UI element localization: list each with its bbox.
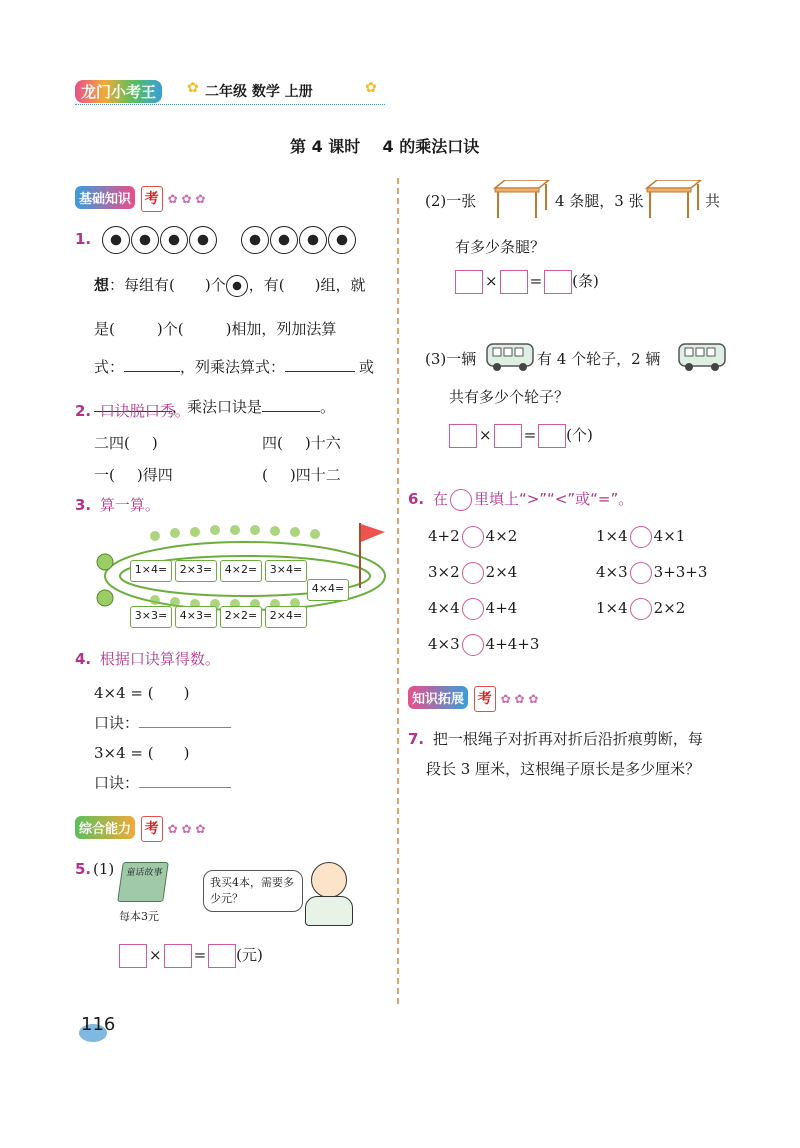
question-number: 5. (75, 860, 92, 878)
soccer-ball-icon (270, 226, 298, 254)
question-number: 2. (75, 402, 92, 420)
butterfly-icon: ✿ ✿ ✿ (167, 192, 206, 206)
compare-item: 4+2 4×2 (428, 526, 517, 548)
q1-text: 或 (359, 358, 375, 376)
calc-box: 4×4= (307, 579, 349, 601)
answer-box[interactable] (164, 944, 192, 968)
table-icon (491, 180, 551, 220)
answer-box[interactable] (449, 424, 477, 448)
compare-circle[interactable] (630, 526, 652, 548)
circle-icon (450, 489, 472, 511)
calc-box: 2×3= (175, 560, 217, 582)
q5-text: 有多少条腿？ (455, 238, 546, 256)
q1-text: ，列乘法算式： (180, 358, 286, 376)
question-7 (408, 724, 728, 784)
question-number: 4. (75, 650, 92, 668)
kao-icon: 考 (141, 186, 163, 212)
q1-text: )相加，列加法算 (225, 320, 337, 338)
question-number: 6. (408, 490, 425, 508)
boy-icon (311, 862, 347, 898)
butterfly-icon: ✿ ✿ ✿ (167, 822, 206, 836)
question-1 (75, 226, 390, 422)
answer-box[interactable] (208, 944, 236, 968)
answer-box[interactable] (119, 944, 147, 968)
calc-box: 3×4= (265, 560, 307, 582)
header (75, 78, 385, 105)
question-3 (75, 494, 390, 644)
equation: 4×4 = ( (94, 684, 154, 702)
compare-circle[interactable] (462, 526, 484, 548)
butterfly-icon: ✿ (187, 80, 199, 96)
answer-box[interactable] (544, 270, 572, 294)
section-extension-label: 知识拓展 (408, 686, 468, 709)
q2-item: 二四( ) (94, 434, 158, 452)
answer-line[interactable] (285, 370, 355, 372)
compare-item: 4×4 4+4 (428, 598, 517, 620)
speech-bubble (203, 870, 303, 912)
price-label: 每本3元 (119, 910, 159, 923)
compare-circle[interactable] (462, 598, 484, 620)
question-text: 段长 3 厘米，这根绳子原长是多少厘米？ (426, 760, 701, 778)
answer-box[interactable] (455, 270, 483, 294)
calc-box: 2×2= (220, 606, 262, 628)
answer-line[interactable] (124, 370, 180, 372)
soccer-ball-icon (241, 226, 269, 254)
answer-line[interactable] (139, 787, 231, 788)
book-title: 童话故事 (125, 868, 163, 878)
boy-body (305, 896, 353, 926)
compare-circle[interactable] (630, 562, 652, 584)
question-title: 算一算。 (99, 496, 160, 514)
unit-label: (条) (572, 272, 599, 290)
bus-icon (485, 340, 535, 374)
question-6 (408, 488, 728, 663)
equation: 3×4 = ( (94, 744, 154, 762)
koujue-label: 口诀： (94, 774, 140, 792)
q5-text: 共有多少个轮子？ (449, 388, 570, 406)
column-divider (397, 178, 399, 1004)
kao-icon: 考 (474, 686, 496, 712)
question-2 (75, 400, 390, 484)
calc-box: 4×2= (220, 560, 262, 582)
question-4: 4. 根据口诀算得数。 4×4 = ( ) 口诀： 3×4 = ( ) 口诀： (75, 648, 390, 798)
equation-row: × = (元) (119, 944, 263, 968)
koujue-label: 口诀： (94, 714, 140, 732)
q1-text: )个 (204, 276, 226, 294)
section-basic-label: 基础知识 (75, 186, 135, 209)
part-label: (1) (93, 860, 115, 878)
compare-item: 3×2 2×4 (428, 562, 517, 584)
q1-text: 式： (94, 358, 125, 376)
question-number: 3. (75, 496, 92, 514)
brand-logo: 龙门小考王 (75, 80, 162, 103)
calc-box: 1×4= (130, 560, 172, 582)
book-icon (117, 862, 169, 902)
compare-item: 4×3 4+4+3 (428, 634, 539, 656)
q2-item: 四( )十六 (262, 434, 341, 452)
soccer-ball-icon (102, 226, 130, 254)
soccer-ball-icon (299, 226, 327, 254)
q2-item: ( )四十二 (262, 466, 341, 484)
compare-circle[interactable] (630, 598, 652, 620)
page-number: 116 (75, 1012, 123, 1046)
question-title: 根据口诀算得数。 (99, 650, 220, 668)
unit-label: (元) (236, 946, 263, 964)
q1-text: )个( (156, 320, 184, 338)
question-text: 把一根绳子对折再对折后沿折痕剪断，每 (432, 730, 703, 748)
question-5 (75, 856, 390, 976)
calc-box: 4×3= (175, 606, 217, 628)
question-number: 1. (75, 230, 92, 248)
section-comprehensive-label: 综合能力 (75, 816, 135, 839)
compare-circle[interactable] (462, 634, 484, 656)
calc-box: 2×4= (265, 606, 307, 628)
bus-icon (677, 340, 727, 374)
q5-text: (3)一辆 (425, 350, 477, 368)
compare-item: 1×4 2×2 (596, 598, 685, 620)
header-subtitle: 二年级 数学 上册 (205, 84, 313, 100)
question-number: 7. (408, 730, 425, 748)
q1-text: ，乘法口诀是 (172, 398, 263, 416)
q5-text: 4 条腿，3 张 (555, 192, 644, 210)
answer-box[interactable] (500, 270, 528, 294)
soccer-ball-icon (160, 226, 188, 254)
soccer-ball-icon (189, 226, 217, 254)
section-comprehensive (75, 816, 205, 846)
q5-text: 共 (705, 192, 721, 210)
answer-line[interactable] (139, 727, 231, 728)
q1-text: 是( (94, 320, 115, 338)
q2-item: 一( )得四 (94, 466, 173, 484)
butterfly-icon: ✿ (365, 80, 377, 96)
section-basic (75, 186, 205, 216)
question-5-part-2: (2)一张 4 条腿，3 张 共 有多少条腿？ × = (条) (425, 180, 725, 294)
unit-label: (个) (566, 426, 593, 444)
q5-text: (2)一张 (425, 192, 477, 210)
compare-item: 4×3 3+3+3 (596, 562, 707, 584)
soccer-ball-icon (226, 275, 248, 297)
answer-box[interactable] (538, 424, 566, 448)
table-icon (643, 180, 703, 220)
calc-box: 3×3= (130, 606, 172, 628)
section-extension (408, 686, 538, 716)
butterfly-icon: ✿ ✿ ✿ (500, 692, 539, 706)
compare-item: 1×4 4×1 (596, 526, 685, 548)
speech-text: 我买4本，需要多少元？ (210, 876, 294, 905)
compare-circle[interactable] (462, 562, 484, 584)
question-title: 口诀脱口秀。 (99, 402, 190, 420)
answer-box[interactable] (494, 424, 522, 448)
question-5-part-3: (3)一辆 有 4 个轮子，2 辆 共有多少个轮子？ × = (个) (425, 340, 725, 448)
q1-text: ，有( (248, 276, 285, 294)
kao-icon: 考 (141, 816, 163, 842)
soccer-ball-icon (131, 226, 159, 254)
question-title: 在 里填上“>”“<”或“=”。 (433, 490, 633, 508)
q1-text: 。 (320, 398, 336, 416)
think-label: 想 (94, 276, 110, 294)
page-title: 第 4 课时 4 的乘法口诀 (290, 137, 480, 156)
q1-text: ：每组有( (109, 276, 175, 294)
q1-text: )组，就 (314, 276, 366, 294)
q5-text: 有 4 个轮子，2 辆 (537, 350, 661, 368)
soccer-ball-icon (328, 226, 356, 254)
